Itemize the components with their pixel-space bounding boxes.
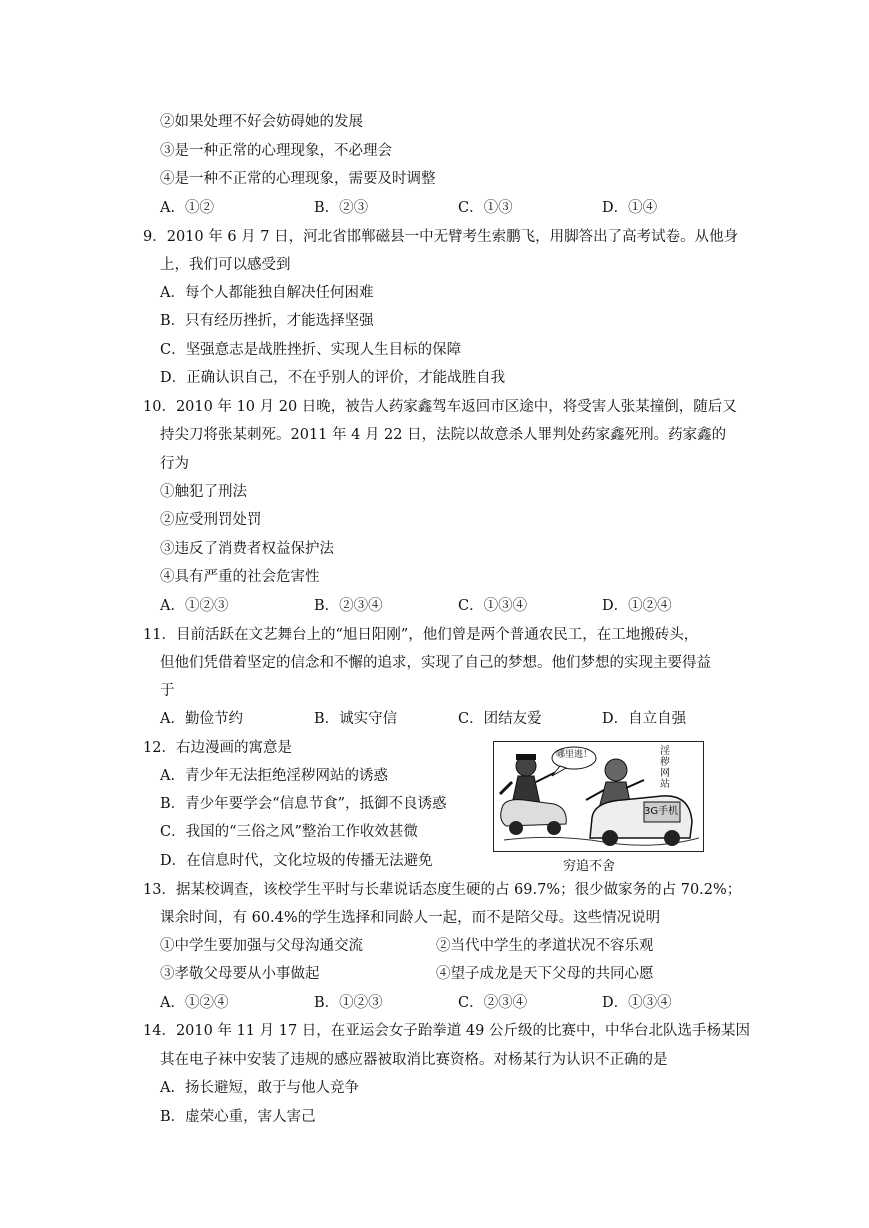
q11-option-c: C．团结友爱: [458, 711, 542, 727]
q12-option-c: C．我国的“三俗之风”整治工作收效甚微: [160, 824, 418, 840]
q8-option-d: D．①④: [602, 200, 658, 216]
q12-option-d: D．在信息时代，文化垃圾的传播无法避免: [160, 853, 433, 869]
q14-stem-line-1: 14．2010 年 11 月 17 日，在亚运会女子跆拳道 49 公斤级的比赛中，中华台北队选手杨某因: [143, 1023, 750, 1039]
q10-option-a: A．①②③: [160, 598, 229, 614]
q9-stem-line-1: 9．2010 年 6 月 7 日，河北省邯郸磁县一中无臂考生索鹏飞，用脚答出了高考试卷。从他身: [143, 229, 739, 245]
q13-item-2: ②当代中学生的孝道状况不容乐观: [436, 938, 654, 954]
q8-option-b: B．②③: [314, 200, 369, 216]
q9-option-b: B．只有经历挫折，才能选择坚强: [160, 313, 374, 329]
q9-stem-line-2: 上，我们可以感受到: [160, 257, 291, 273]
q11-stem-line-2: 但他们凭借着坚定的信念和不懈的追求，实现了自己的梦想。他们梦想的实现主要得益: [160, 655, 711, 671]
q11-stem-line-3: 于: [160, 683, 175, 699]
q11-option-d: D．自立自强: [602, 711, 687, 727]
q12-stem: 12．右边漫画的寓意是: [143, 740, 292, 756]
q13-stem-line-2: 课余时间，有 60.4%的学生选择和同龄人一起，而不是陪父母。这些情况说明: [160, 910, 661, 926]
q12-option-b: B．青少年要学会“信息节食”，抵御不良诱惑: [160, 796, 447, 812]
cartoon-car-text: 3G手机: [644, 806, 679, 817]
q8-item-2: ②如果处理不好会妨碍她的发展: [160, 114, 363, 130]
q10-stem-line-1: 10．2010 年 10 月 20 日晚，被告人药家鑫驾车返回市区途中，将受害人张某撞倒，随后又: [143, 399, 737, 415]
q11-stem-line-1: 11．目前活跃在文艺舞台上的“旭日阳刚”，他们曾是两个普通农民工，在工地搬砖头，: [143, 627, 699, 643]
q10-item-2: ②应受刑罚处罚: [160, 512, 262, 528]
q13-option-a: A．①②④: [160, 995, 229, 1011]
q10-item-4: ④具有严重的社会危害性: [160, 569, 320, 585]
q13-stem-line-1: 13．据某校调查，该校学生平时与长辈说话态度生硬的占 69.7%；很少做家务的占 70.2%；: [143, 882, 742, 898]
q9-option-a: A．每个人都能独自解决任何困难: [160, 285, 374, 301]
q13-option-c: C．②③④: [458, 995, 528, 1011]
q9-option-c: C．坚强意志是战胜挫折、实现人生目标的保障: [160, 342, 462, 358]
q13-item-4: ④望子成龙是天下父母的共同心愿: [436, 966, 654, 982]
q10-stem-line-2: 持尖刀将张某刺死。2011 年 4 月 22 日，法院以故意杀人罪判处药家鑫死刑。药家鑫的: [160, 427, 727, 443]
q10-option-b: B．②③④: [314, 598, 383, 614]
q10-option-d: D．①②④: [602, 598, 672, 614]
q8-option-a: A．①②: [160, 200, 214, 216]
cartoon-speech-bubble: 哪里逃！: [556, 750, 593, 760]
cartoon-caption: 穷追不舍: [563, 859, 616, 874]
cartoon-image: [493, 741, 704, 852]
q11-option-b: B．诚实守信: [314, 711, 398, 727]
cartoon-sign-text: 淫秽网站: [660, 746, 670, 790]
q14-option-a: A．扬长避短，敢于与他人竞争: [160, 1080, 359, 1096]
q10-option-c: C．①③④: [458, 598, 528, 614]
q10-item-3: ③违反了消费者权益保护法: [160, 541, 334, 557]
q13-option-d: D．①③④: [602, 995, 672, 1011]
q10-stem-line-3: 行为: [160, 456, 189, 472]
q8-item-4: ④是一种不正常的心理现象，需要及时调整: [160, 171, 436, 187]
q9-option-d: D．正确认识自己，不在乎别人的评价，才能战胜自我: [160, 370, 506, 386]
q13-item-1: ①中学生要加强与父母沟通交流: [160, 938, 363, 954]
q13-option-b: B．①②③: [314, 995, 383, 1011]
q13-item-3: ③孝敬父母要从小事做起: [160, 966, 320, 982]
q8-item-3: ③是一种正常的心理现象，不必理会: [160, 143, 392, 159]
q8-option-c: C．①③: [458, 200, 513, 216]
q10-item-1: ①触犯了刑法: [160, 484, 247, 500]
q14-stem-line-2: 其在电子袜中安装了违规的感应器被取消比赛资格。对杨某行为认识不正确的是: [160, 1052, 668, 1068]
q11-option-a: A．勤俭节约: [160, 711, 243, 727]
q14-option-b: B．虚荣心重，害人害己: [160, 1109, 316, 1125]
q12-option-a: A．青少年无法拒绝淫秽网站的诱惑: [160, 768, 388, 784]
